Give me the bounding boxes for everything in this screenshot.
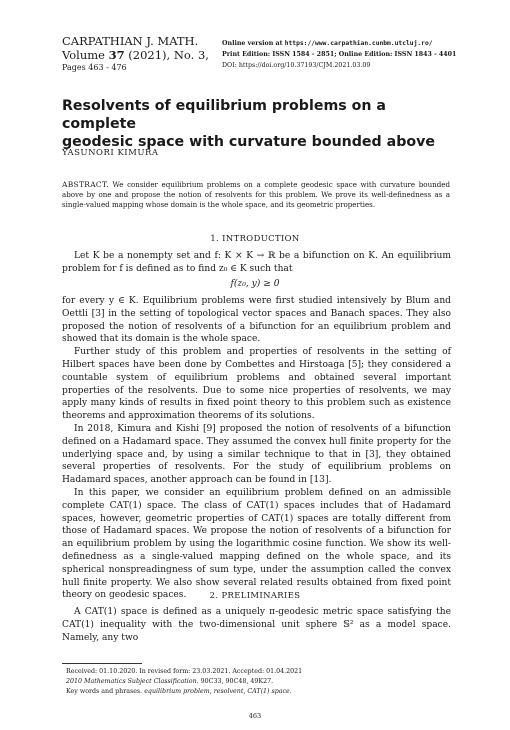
paragraph: A CAT(1) space is defined as a uniquely π-geodesic metric space satisfying the CAT(1) inequality with the two-dimensional unit sphere 𝕊² as a model space. Namely, any two [62, 607, 451, 643]
page-number: 463 [248, 712, 262, 720]
msc-label: 2010 Mathematics Subject Classification. [66, 678, 199, 685]
intro-body [62, 295, 451, 602]
issn-line [222, 49, 456, 60]
footnotes [66, 667, 302, 697]
online-label: Online version at [222, 40, 285, 47]
online-url[interactable]: https://www.carpathian.cunbm.utcluj.ro/ [284, 40, 433, 47]
paragraph: In 2018, Kimura and Kishi [9] proposed the notion of resolvents of a bifunction defined on a Hadamard space. They assumed the convex hull finite property for the underlying space and, by using a similar technique to that in [3], they obtained several properties of resolvents. For the study of equilibrium problems on Hadamard spaces, another approach can be found in [13]. [62, 423, 451, 486]
section-heading-introduction: 1. INTRODUCTION [210, 233, 300, 243]
publication-info [222, 38, 456, 71]
volume-line [62, 48, 209, 62]
intro-paragraph-1 [62, 250, 451, 276]
author-name: YASUNORI KIMURA [62, 148, 159, 158]
abstract-text: We consider equilibrium problems on a complete geodesic space with curvature bounded above by one and propose the notion of resolvents for this problem. We prove its well-definedness as a single-valued mapping whose domain is the whole space, and its geometric properties. [62, 180, 450, 209]
msc-line [66, 677, 302, 687]
keywords-line [66, 687, 302, 697]
paragraph: In this paper, we consider an equilibrium problem defined on an admissible complete CAT(1) space. The class of CAT(1) spaces includes that of Hadamard spaces, however, geometric properties of CAT(1) spaces are totally different from those of Hadamard spaces. We propose the notion of resolvents of a bifunction for an equilibrium problem by using the logarithmic cosine function. We show its well-definedness as a single-valued mapping defined on the whole space, and its spherical nonspreadingness of sum type, under the assumption called the convex hull finite property. We also show several related results obtained from fixed point theory on geodesic spaces. [62, 487, 451, 601]
title-line-2: geodesic space with curvature bounded above [62, 134, 435, 150]
paragraph: Further study of this problem and properties of resolvents in the setting of Hilbert spaces have been done by Combettes and Hirstoaga [5]; they considered a countable system of equilibrium problems and obtained several important properties of the resolvents. Due to some nice properties of resolvents, we may apply many kinds of results in fixed point theory to this problem such as existence theorems and approximation theorems of its solutions. [62, 347, 451, 422]
doi-line[interactable]: DOI: https://doi.org/10.37193/CJM.2021.03.09 [222, 62, 371, 69]
title-line-1: Resolvents of equilibrium problems on a complete [62, 98, 386, 132]
keywords-label: Key words and phrases. [66, 688, 143, 695]
received-dates: Received: 01.10.2020. In revised form: 23.03.2021. Accepted: 01.04.2021 [66, 668, 303, 675]
issn-text: Print Edition: ISSN 1584 - 2851; Online Edition: ISSN 1843 - 4401 [222, 51, 457, 58]
paper-title [62, 97, 452, 151]
journal-name: CARPATHIAN J. MATH. [62, 34, 199, 48]
journal-info [62, 34, 209, 73]
preliminaries-body [62, 606, 451, 644]
paragraph: Let K be a nonempty set and f: K × K → ℝ be a bifunction on K. An equilibrium problem for f is defined as to find z₀ ∈ K such that [62, 251, 451, 274]
footnote-rule [62, 663, 142, 664]
pages-range: Pages 463 - 476 [62, 63, 127, 72]
abstract-label: ABSTRACT. [62, 180, 109, 189]
msc-codes: 90C33, 90C48, 49K27. [200, 678, 274, 685]
section-heading-preliminaries: 2. PRELIMINARIES [209, 590, 301, 600]
abstract [62, 180, 450, 209]
paragraph: for every y ∈ K. Equilibrium problems were first studied intensively by Blum and Oettli [3] in the setting of topological vector spaces and Banach spaces. They also proposed the notion of resolvents of a bifunction for an equilibrium problem and showed that its domain is the whole space. [62, 296, 451, 345]
volume-prefix: Volume [62, 48, 109, 62]
equation: f(z₀, y) ≥ 0 [230, 279, 280, 289]
volume-suffix: (2021), No. 3, [124, 48, 209, 62]
online-line [222, 38, 456, 49]
volume-number: 37 [108, 48, 125, 62]
keywords-text: equilibrium problem, resolvent, CAT(1) space. [144, 688, 292, 695]
